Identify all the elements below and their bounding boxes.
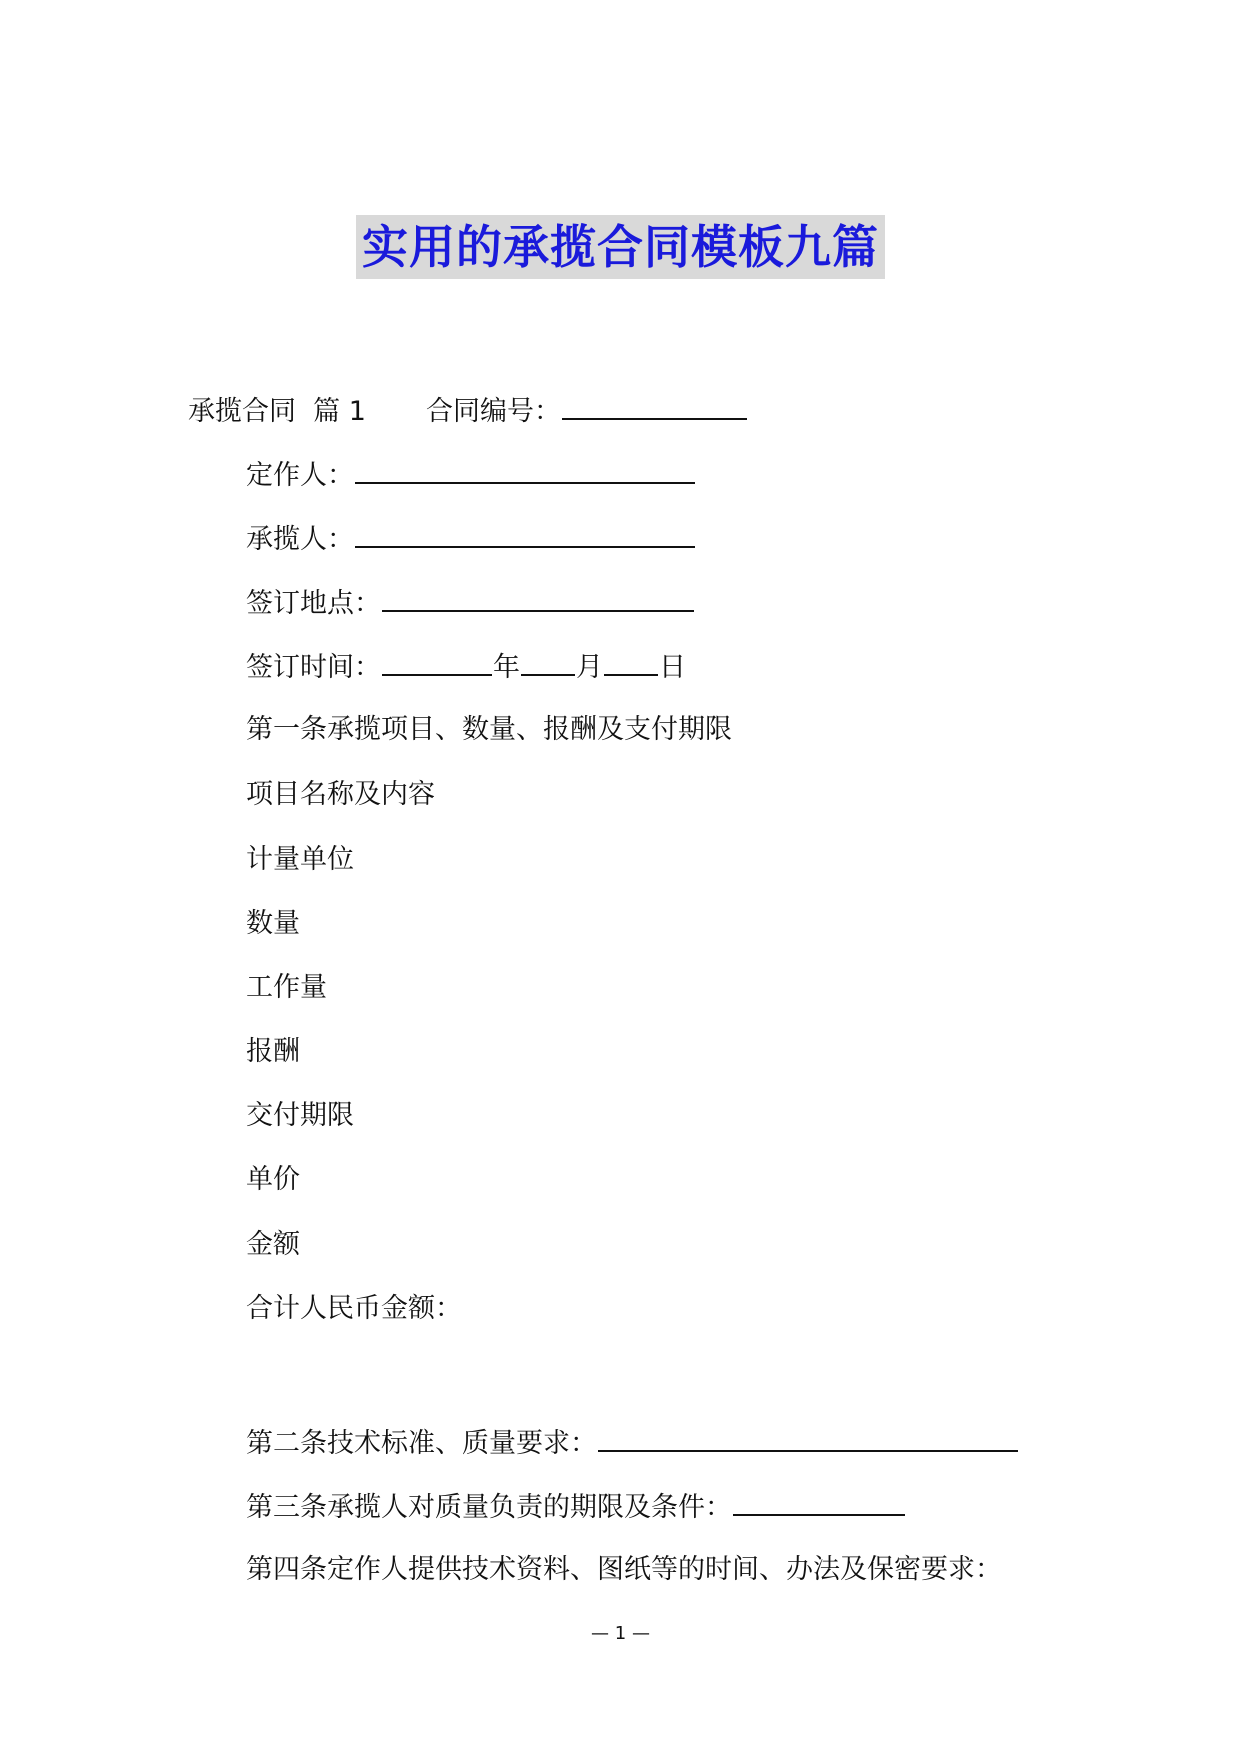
item-unit: 计量单位 [246,844,354,875]
item-payment: 报酬 [246,1036,300,1067]
article-3 [246,1488,906,1526]
item-amount: 金额 [246,1229,300,1260]
article-3-blank [733,1488,905,1516]
month-blank [521,648,575,676]
item-unit-price: 单价 [246,1164,300,1195]
year-blank [382,648,492,676]
article-2 [246,1424,1019,1462]
section-label: 承揽合同 [188,396,296,427]
item-quantity: 数量 [246,908,300,939]
client-label: 定作人： [246,460,354,491]
article-4: 第四条定作人提供技术资料、图纸等的时间、办法及保密要求： [246,1554,1002,1585]
article-3-text: 第三条承揽人对质量负责的期限及条件： [246,1492,732,1523]
article-2-text: 第二条技术标准、质量要求： [246,1428,597,1459]
client-blank [355,456,695,484]
article-2-blank [598,1424,1018,1452]
contract-header-line [188,392,748,430]
item-name: 项目名称及内容 [246,779,435,810]
item-deadline: 交付期限 [246,1100,354,1131]
contract-number-blank [562,392,747,420]
total-amount: 合计人民币金额： [246,1293,462,1324]
day-blank [604,648,658,676]
place-label: 签订地点： [246,588,381,619]
contractor-blank [355,520,695,548]
page-number: — 1 — [591,1623,650,1644]
article-1: 第一条承揽项目、数量、报酬及支付期限 [246,714,732,745]
year-label: 年 [493,652,520,683]
day-label: 日 [659,652,686,683]
item-workload: 工作量 [246,972,327,1003]
contractor-line [246,520,696,558]
title-block [0,215,1241,279]
contractor-label: 承揽人： [246,524,354,555]
time-label: 签订时间： [246,652,381,683]
page-title: 实用的承揽合同模板九篇 [356,215,885,279]
part-label: 篇 1 [313,396,366,427]
month-label: 月 [576,652,603,683]
contract-number-label: 合同编号： [426,396,562,427]
time-line [246,648,686,686]
place-blank [382,584,694,612]
place-line [246,584,695,622]
client-line [246,456,696,494]
